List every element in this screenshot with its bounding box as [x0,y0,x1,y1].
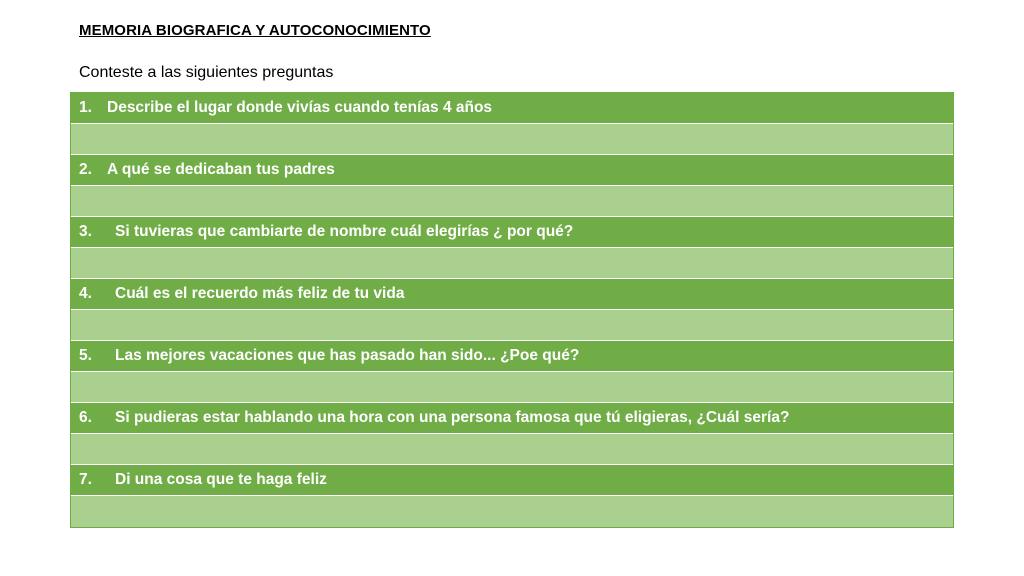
answer-cell-3[interactable] [71,248,953,279]
question-number: 5. [79,347,92,364]
answer-cell-5[interactable] [71,372,953,403]
question-text: Las mejores vacaciones que has pasado han sido... ¿Poe qué? [115,347,580,364]
question-number: 1. [79,99,92,116]
answer-cell-2[interactable] [71,186,953,217]
answer-cell-7[interactable] [71,496,953,527]
question-row-6 [71,403,953,434]
question-row-4 [71,279,953,310]
question-row-2 [71,155,953,186]
question-number: 2. [79,161,92,178]
question-text: Si tuvieras que cambiarte de nombre cuál elegirías ¿ por qué? [115,223,574,240]
instructions-text: Conteste a las siguientes preguntas [79,64,334,81]
question-text: Si pudieras estar hablando una hora con una persona famosa que tú eligieras, ¿Cuál sería? [115,409,790,426]
answer-cell-1[interactable] [71,124,953,155]
question-number: 4. [79,285,92,302]
question-number: 7. [79,471,92,488]
question-number: 6. [79,409,92,426]
page-title: MEMORIA BIOGRAFICA Y AUTOCONOCIMIENTO [79,22,431,39]
answer-cell-6[interactable] [71,434,953,465]
question-row-7 [71,465,953,496]
question-text: Describe el lugar donde vivías cuando tenías 4 años [107,99,493,116]
question-text: Di una cosa que te haga feliz [115,471,327,488]
answer-cell-4[interactable] [71,310,953,341]
question-number: 3. [79,223,92,240]
question-row-1 [71,93,953,124]
questionnaire-table [70,92,954,528]
question-text: Cuál es el recuerdo más feliz de tu vida [115,285,405,302]
question-row-5 [71,341,953,372]
question-text: A qué se dedicaban tus padres [107,161,335,178]
question-row-3 [71,217,953,248]
